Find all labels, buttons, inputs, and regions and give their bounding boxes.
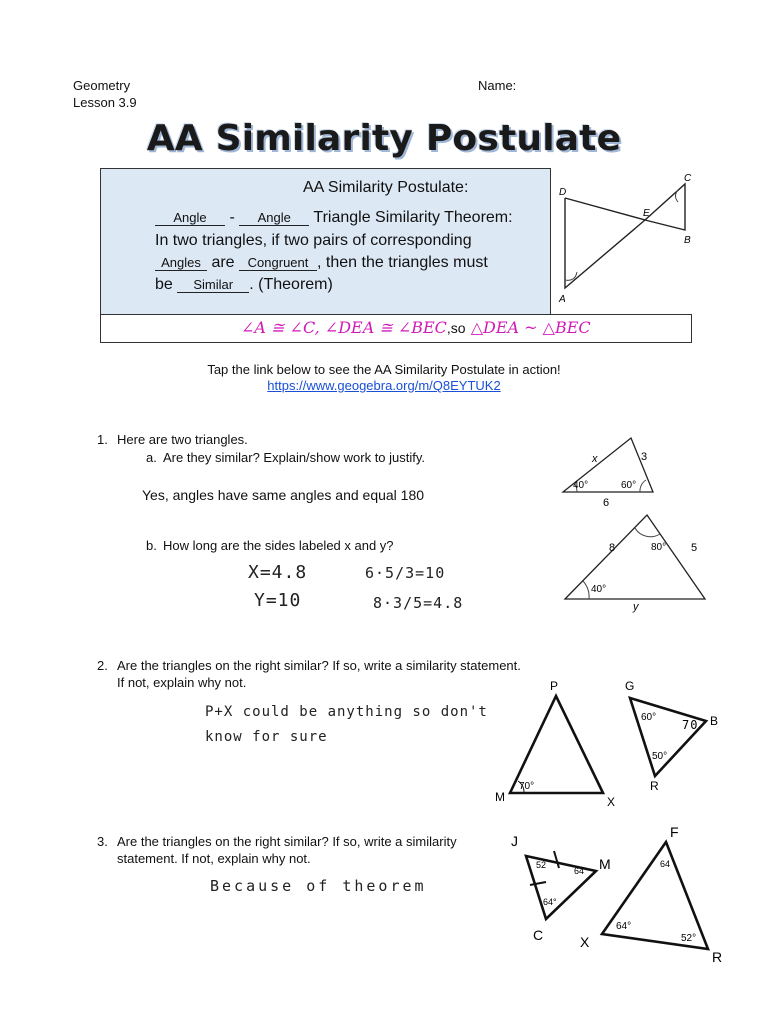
tri-f-64-label: 64 xyxy=(660,859,671,869)
q2-answer-1: P+X could be anything so don't xyxy=(205,704,488,720)
tri-50-label: 50° xyxy=(652,751,668,762)
course-label: Geometry xyxy=(73,78,131,93)
page-title: AA Similarity Postulate xyxy=(146,118,622,159)
tri-x-label-q3: X xyxy=(580,934,590,950)
large-80-label: 80° xyxy=(651,542,667,553)
label-a: A xyxy=(559,294,566,305)
q2-answer-2: know for sure xyxy=(205,729,328,745)
similarity-statement-box xyxy=(100,314,692,343)
q2-text-1: Are the triangles on the right similar? If so, write a similarity statement. xyxy=(117,658,521,673)
q1a-answer: Yes, angles have same angles and equal 180 xyxy=(142,487,425,503)
label-c: C xyxy=(684,173,692,184)
tri-70-label: 70° xyxy=(519,781,535,792)
be-word: be xyxy=(155,276,173,293)
intro-text: Tap the link below to see the AA Similarity Postulate in action! xyxy=(207,362,561,377)
q1-triangles-figure xyxy=(555,432,715,617)
definition-line4 xyxy=(155,274,333,296)
so-word: ,so xyxy=(446,320,466,336)
small-x-label: x xyxy=(592,453,598,465)
label-d: D xyxy=(559,187,567,198)
dash: - xyxy=(229,209,235,226)
q3-number: 3. xyxy=(97,834,108,849)
q2-triangles-figure xyxy=(490,676,730,811)
hand-calc-1: 6·5/3=10 xyxy=(365,564,446,582)
tri-x-64-label: 64° xyxy=(616,921,632,932)
tri-c-label: C xyxy=(533,927,544,943)
q1-number: 1. xyxy=(97,432,108,447)
q1a-label: a. xyxy=(146,450,157,465)
blank-angle-2: Angle xyxy=(239,210,309,226)
q1a-text: Are they similar? Explain/show work to justify. xyxy=(163,450,426,465)
tri-m-label-q3: M xyxy=(599,856,611,872)
tri-x-label: X xyxy=(607,795,616,809)
small-40-label: 40° xyxy=(573,480,589,491)
q1b-text: How long are the sides labeled x and y? xyxy=(163,538,394,553)
congruence-part: ∠A ≅ ∠C, ∠DEA ≅ ∠BEC xyxy=(241,318,447,337)
small-6-label: 6 xyxy=(603,497,610,509)
hand-y-equation: Y=10 xyxy=(254,590,302,611)
tri-r-52-label: 52° xyxy=(681,933,697,944)
tri-60-label: 60° xyxy=(641,712,657,723)
hand-calc-2: 8·3/5=4.8 xyxy=(373,594,464,612)
tri-70-hand-label: 70 xyxy=(682,718,699,732)
definition-line3 xyxy=(155,252,488,274)
similarity-statement xyxy=(241,318,591,337)
large-40-label: 40° xyxy=(591,584,607,595)
line1-text: Triangle Similarity Theorem: xyxy=(313,209,513,226)
label-b: B xyxy=(684,235,691,246)
q1-text: Here are two triangles. xyxy=(117,432,248,447)
blank-angle-1: Angle xyxy=(155,210,225,226)
line3-text: , then the triangles must xyxy=(317,254,488,271)
tri-64-label: 64° xyxy=(543,897,557,907)
large-5-label: 5 xyxy=(691,542,698,554)
similarity-part: △DEA ~ △BEC xyxy=(470,318,591,337)
geogebra-link-wrap xyxy=(0,377,768,395)
hand-x-equation: X=4.8 xyxy=(248,562,308,583)
tri-r-label-q3: R xyxy=(712,949,723,965)
tri-p-label: P xyxy=(550,679,559,693)
large-y-label: y xyxy=(633,601,639,613)
q2-number: 2. xyxy=(97,658,108,673)
lesson-label: Lesson 3.9 xyxy=(73,95,137,110)
geogebra-link[interactable]: https://www.geogebra.org/m/Q8EYTUK2 xyxy=(267,378,501,393)
blank-similar: Similar xyxy=(177,277,249,293)
tri-f-label: F xyxy=(670,824,679,840)
line4-text: . (Theorem) xyxy=(249,276,333,293)
tri-j-label: J xyxy=(511,833,518,849)
q3-triangles-figure xyxy=(508,822,738,967)
q2-text-2: If not, explain why not. xyxy=(117,675,247,690)
definition-box xyxy=(100,168,551,317)
tri-m-label: M xyxy=(495,790,505,804)
blank-congruent: Congruent xyxy=(239,255,317,271)
definition-line2: In two triangles, if two pairs of corresponding xyxy=(155,232,472,249)
definition-line1 xyxy=(155,207,513,229)
label-e: E xyxy=(643,208,650,219)
small-3-label: 3 xyxy=(641,451,648,463)
q3-text-1: Are the triangles on the right similar? If so, write a similarity xyxy=(117,834,457,849)
q3-text-2: statement. If not, explain why not. xyxy=(117,851,311,866)
small-60-label: 60° xyxy=(621,480,637,491)
tri-r-label: R xyxy=(650,779,659,793)
blank-angles: Angles xyxy=(155,255,207,271)
name-label: Name: xyxy=(478,78,517,93)
q1b-label: b. xyxy=(146,538,157,553)
tri-64-top-label: 64 xyxy=(574,866,585,876)
large-8-label: 8 xyxy=(609,542,616,554)
definition-heading: AA Similarity Postulate: xyxy=(303,179,469,196)
are-word: are xyxy=(211,254,235,271)
q3-answer: Because of theorem xyxy=(210,877,427,895)
tri-52-label: 52 xyxy=(536,860,547,870)
tri-g-label: G xyxy=(625,679,635,693)
tri-b-label: B xyxy=(710,714,719,728)
bowtie-figure xyxy=(548,168,708,314)
